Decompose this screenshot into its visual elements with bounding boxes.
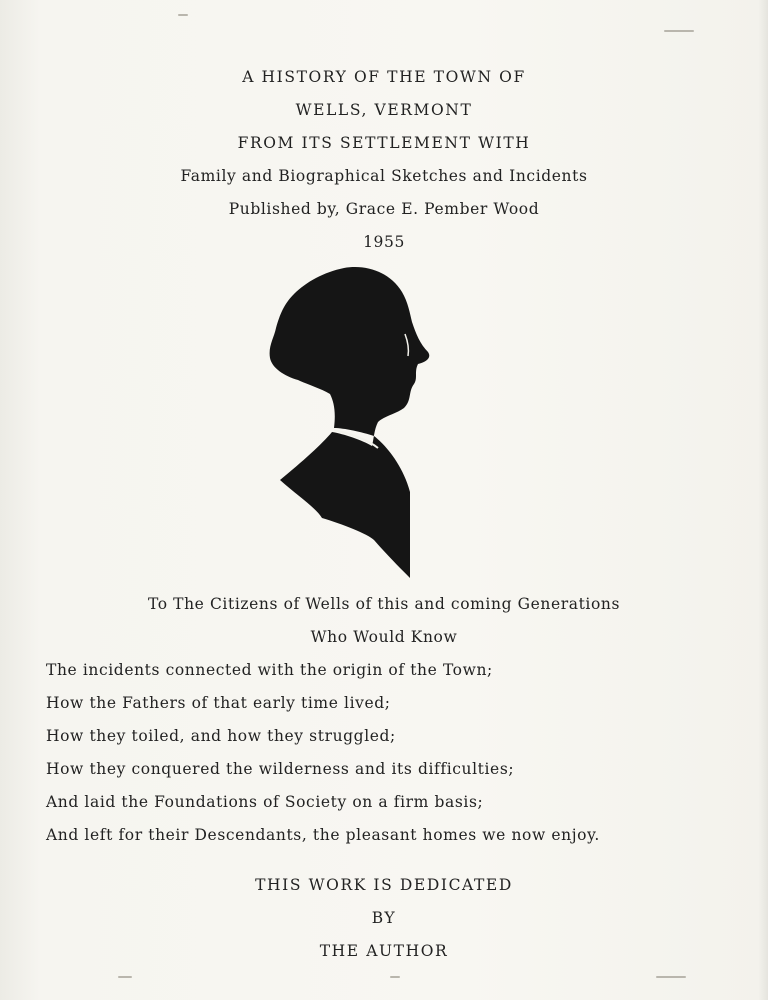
closing-line-1: THIS WORK IS DEDICATED	[255, 876, 513, 894]
dedication-line-2: How the Fathers of that early time lived;	[46, 694, 391, 712]
dedication-intro-line-1: To The Citizens of Wells of this and coming Generations	[147, 595, 621, 613]
binding-mark	[118, 976, 132, 978]
dedication-line-6: And left for their Descendants, the pleasant homes we now enjoy.	[46, 826, 600, 844]
subtitle-line: Family and Biographical Sketches and Incidents	[180, 167, 588, 185]
binding-mark	[390, 976, 400, 978]
title-line-3: FROM ITS SETTLEMENT WITH	[237, 134, 531, 152]
dedication-intro-line-2: Who Would Know	[310, 628, 458, 646]
title-line-2: WELLS, VERMONT	[295, 101, 473, 119]
silhouette-shape	[270, 267, 430, 578]
dedication-line-1: The incidents connected with the origin of the Town;	[46, 661, 493, 679]
title-line-1: A HISTORY OF THE TOWN OF	[242, 68, 526, 86]
binding-mark	[664, 30, 694, 32]
dedication-line-3: How they toiled, and how they struggled;	[46, 727, 396, 745]
binding-mark	[656, 976, 686, 978]
closing-line-2: BY	[371, 909, 397, 927]
dedication-line-4: How they conquered the wilderness and its difficulties;	[46, 760, 515, 778]
year-line: 1955	[363, 233, 405, 251]
profile-silhouette-icon	[262, 262, 442, 582]
closing-line-3: THE AUTHOR	[319, 942, 449, 960]
dedication-line-5: And laid the Foundations of Society on a firm basis;	[46, 793, 484, 811]
binding-mark	[178, 14, 188, 16]
publisher-line: Published by, Grace E. Pember Wood	[228, 200, 540, 218]
